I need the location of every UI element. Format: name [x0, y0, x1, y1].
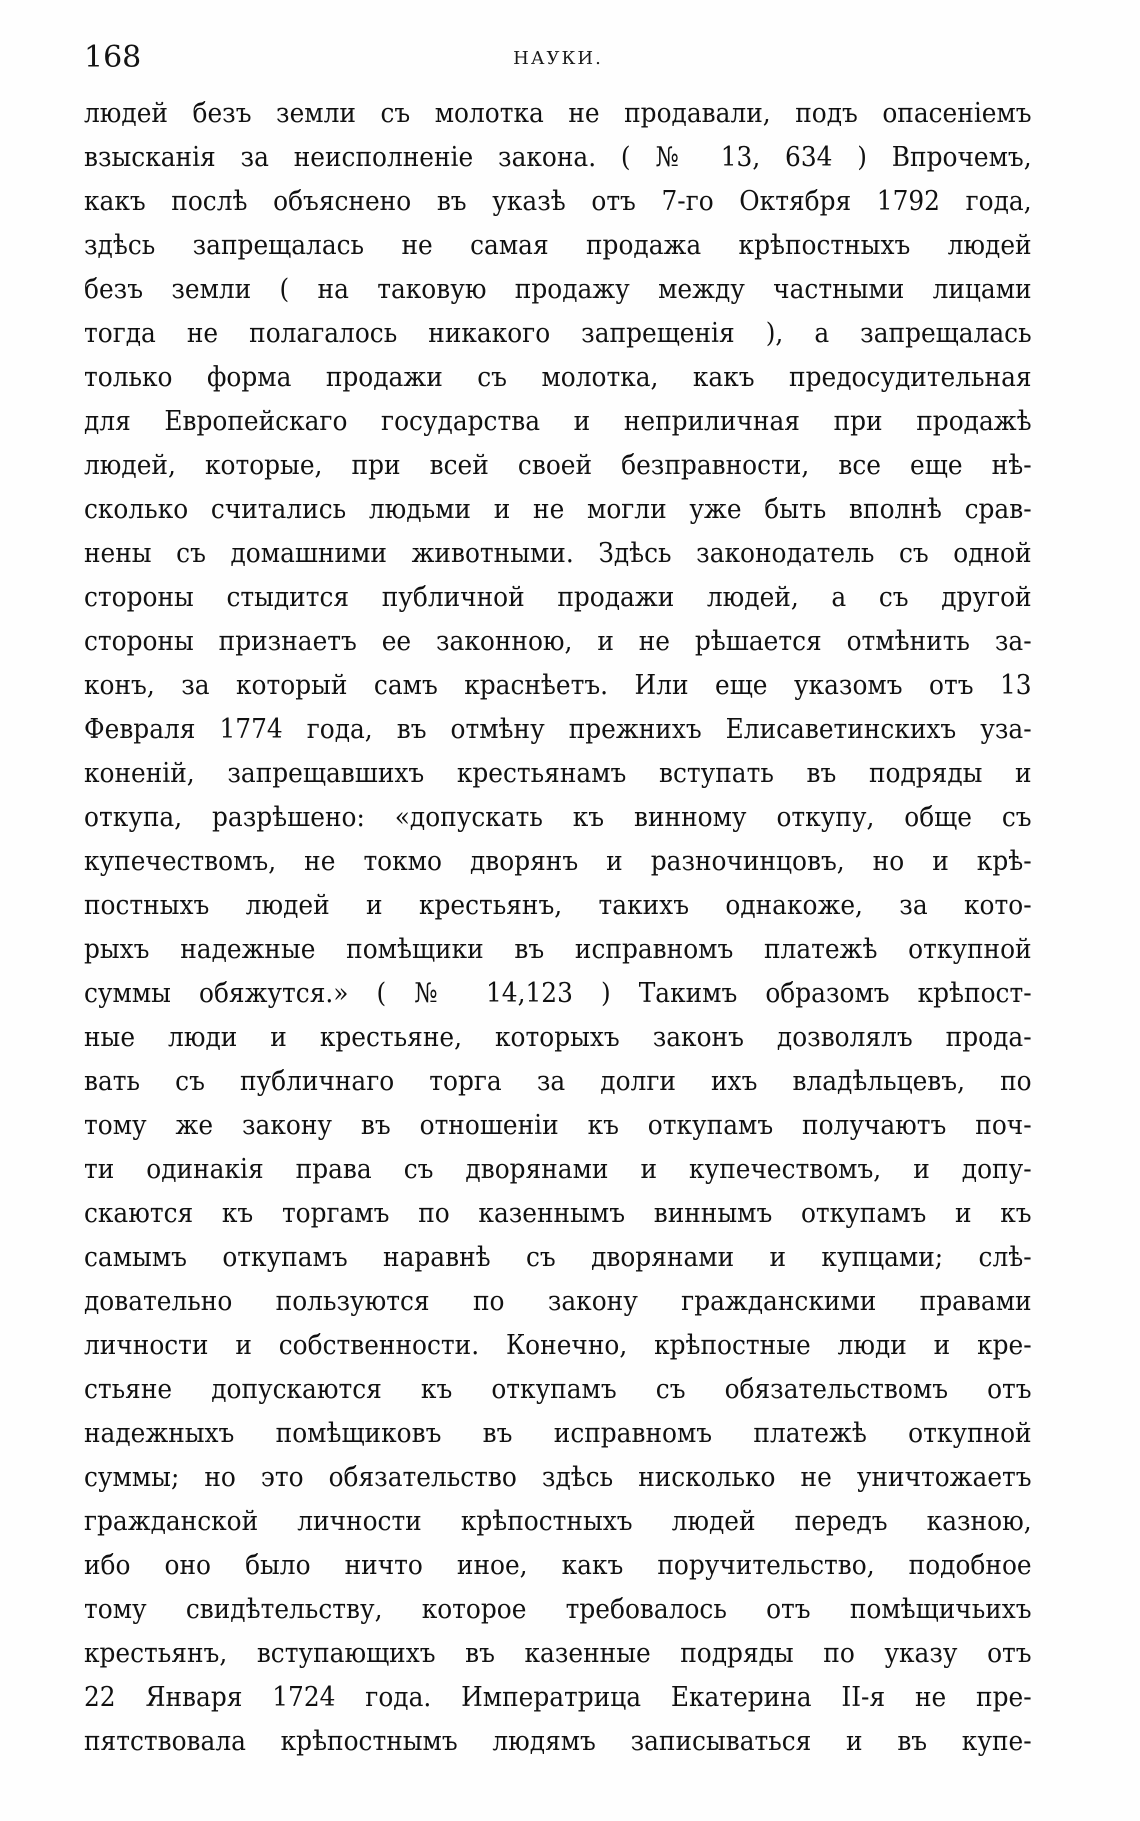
text-line: людей безъ земли съ молотка не продавали, подъ опасеніемъ [84, 98, 1032, 129]
text-line: стороны стыдится публичной продажи людей, а съ другой [84, 582, 1032, 613]
text-line: тому свидѣтельству, которое требовалось отъ помѣщичьихъ [84, 1594, 1032, 1625]
text-line: Февраля 1774 года, въ отмѣну прежнихъ Елисаветинскихъ уза- [84, 714, 1032, 745]
text-line: стьяне допускаются къ откупамъ съ обязательствомъ отъ [84, 1374, 1032, 1405]
text-line: какъ послѣ объяснено въ указѣ отъ 7-го Октября 1792 года, [84, 186, 1032, 217]
text-line: суммы обяжутся.» ( № 14,123 ) Такимъ образомъ крѣпост- [84, 978, 1032, 1009]
text-line: надежныхъ помѣщиковъ въ исправномъ платежѣ откупной [84, 1418, 1032, 1449]
text-line: 22 Января 1724 года. Императрица Екатерина II-я не пре- [84, 1682, 1032, 1713]
text-line: личности и собственности. Конечно, крѣпостные люди и кре- [84, 1330, 1032, 1361]
text-line: тогда не полагалось никакого запрещенія ), а запрещалась [84, 318, 1032, 349]
text-line: коненій, запрещавшихъ крестьянамъ вступать въ подряды и [84, 758, 1032, 789]
text-line: для Европейскаго государства и неприличная при продажѣ [84, 406, 1032, 437]
text-line: постныхъ людей и крестьянъ, такихъ однакоже, за кото- [84, 890, 1032, 921]
body-text [84, 92, 1032, 1764]
text-line: ные люди и крестьяне, которыхъ законъ дозволялъ прода- [84, 1022, 1032, 1053]
text-line: вать съ публичнаго торга за долги ихъ владѣльцевъ, по [84, 1066, 1032, 1097]
running-head [84, 40, 1032, 80]
text-line: купечествомъ, не токмо дворянъ и разночинцовъ, но и крѣ- [84, 846, 1032, 877]
text-line: нены съ домашними животными. Здѣсь законодатель съ одной [84, 538, 1032, 569]
text-line: суммы; но это обязательство здѣсь нисколько не уничтожаетъ [84, 1462, 1032, 1493]
text-line: здѣсь запрещалась не самая продажа крѣпостныхъ людей [84, 230, 1032, 261]
text-line: взысканія за неисполненіе закона. ( № 13, 634 ) Впрочемъ, [84, 142, 1032, 173]
text-line: сколько считались людьми и не могли уже быть вполнѣ срав- [84, 494, 1032, 525]
text-line: ти одинакія права съ дворянами и купечествомъ, и допу- [84, 1154, 1032, 1185]
text-line: безъ земли ( на таковую продажу между частными лицами [84, 274, 1032, 305]
section-title: НАУКИ. [513, 48, 603, 69]
text-line: крестьянъ, вступающихъ въ казенные подряды по указу отъ [84, 1638, 1032, 1669]
text-line: откупа, разрѣшено: «допускать къ винному откупу, обще съ [84, 802, 1032, 833]
text-line: тому же закону въ отношеніи къ откупамъ получаютъ поч- [84, 1110, 1032, 1141]
text-line: рыхъ надежные помѣщики въ исправномъ платежѣ откупной [84, 934, 1032, 965]
text-line: только форма продажи съ молотка, какъ предосудительная [84, 362, 1032, 393]
text-line: самымъ откупамъ наравнѣ съ дворянами и купцами; слѣ- [84, 1242, 1032, 1273]
text-line: конъ, за который самъ краснѣетъ. Или еще указомъ отъ 13 [84, 670, 1032, 701]
text-line: людей, которые, при всей своей безправности, все еще нѣ- [84, 450, 1032, 481]
text-line: довательно пользуются по закону гражданскими правами [84, 1286, 1032, 1317]
text-line: гражданской личности крѣпостныхъ людей передъ казною, [84, 1506, 1032, 1537]
text-line: пятствовала крѣпостнымъ людямъ записываться и въ купе- [84, 1726, 1032, 1757]
text-line: скаются къ торгамъ по казеннымъ виннымъ откупамъ и къ [84, 1198, 1032, 1229]
text-line: ибо оно было ничто иное, какъ поручительство, подобное [84, 1550, 1032, 1581]
page-number: 168 [84, 40, 142, 75]
text-line: стороны признаетъ ее законною, и не рѣшается отмѣнить за- [84, 626, 1032, 657]
